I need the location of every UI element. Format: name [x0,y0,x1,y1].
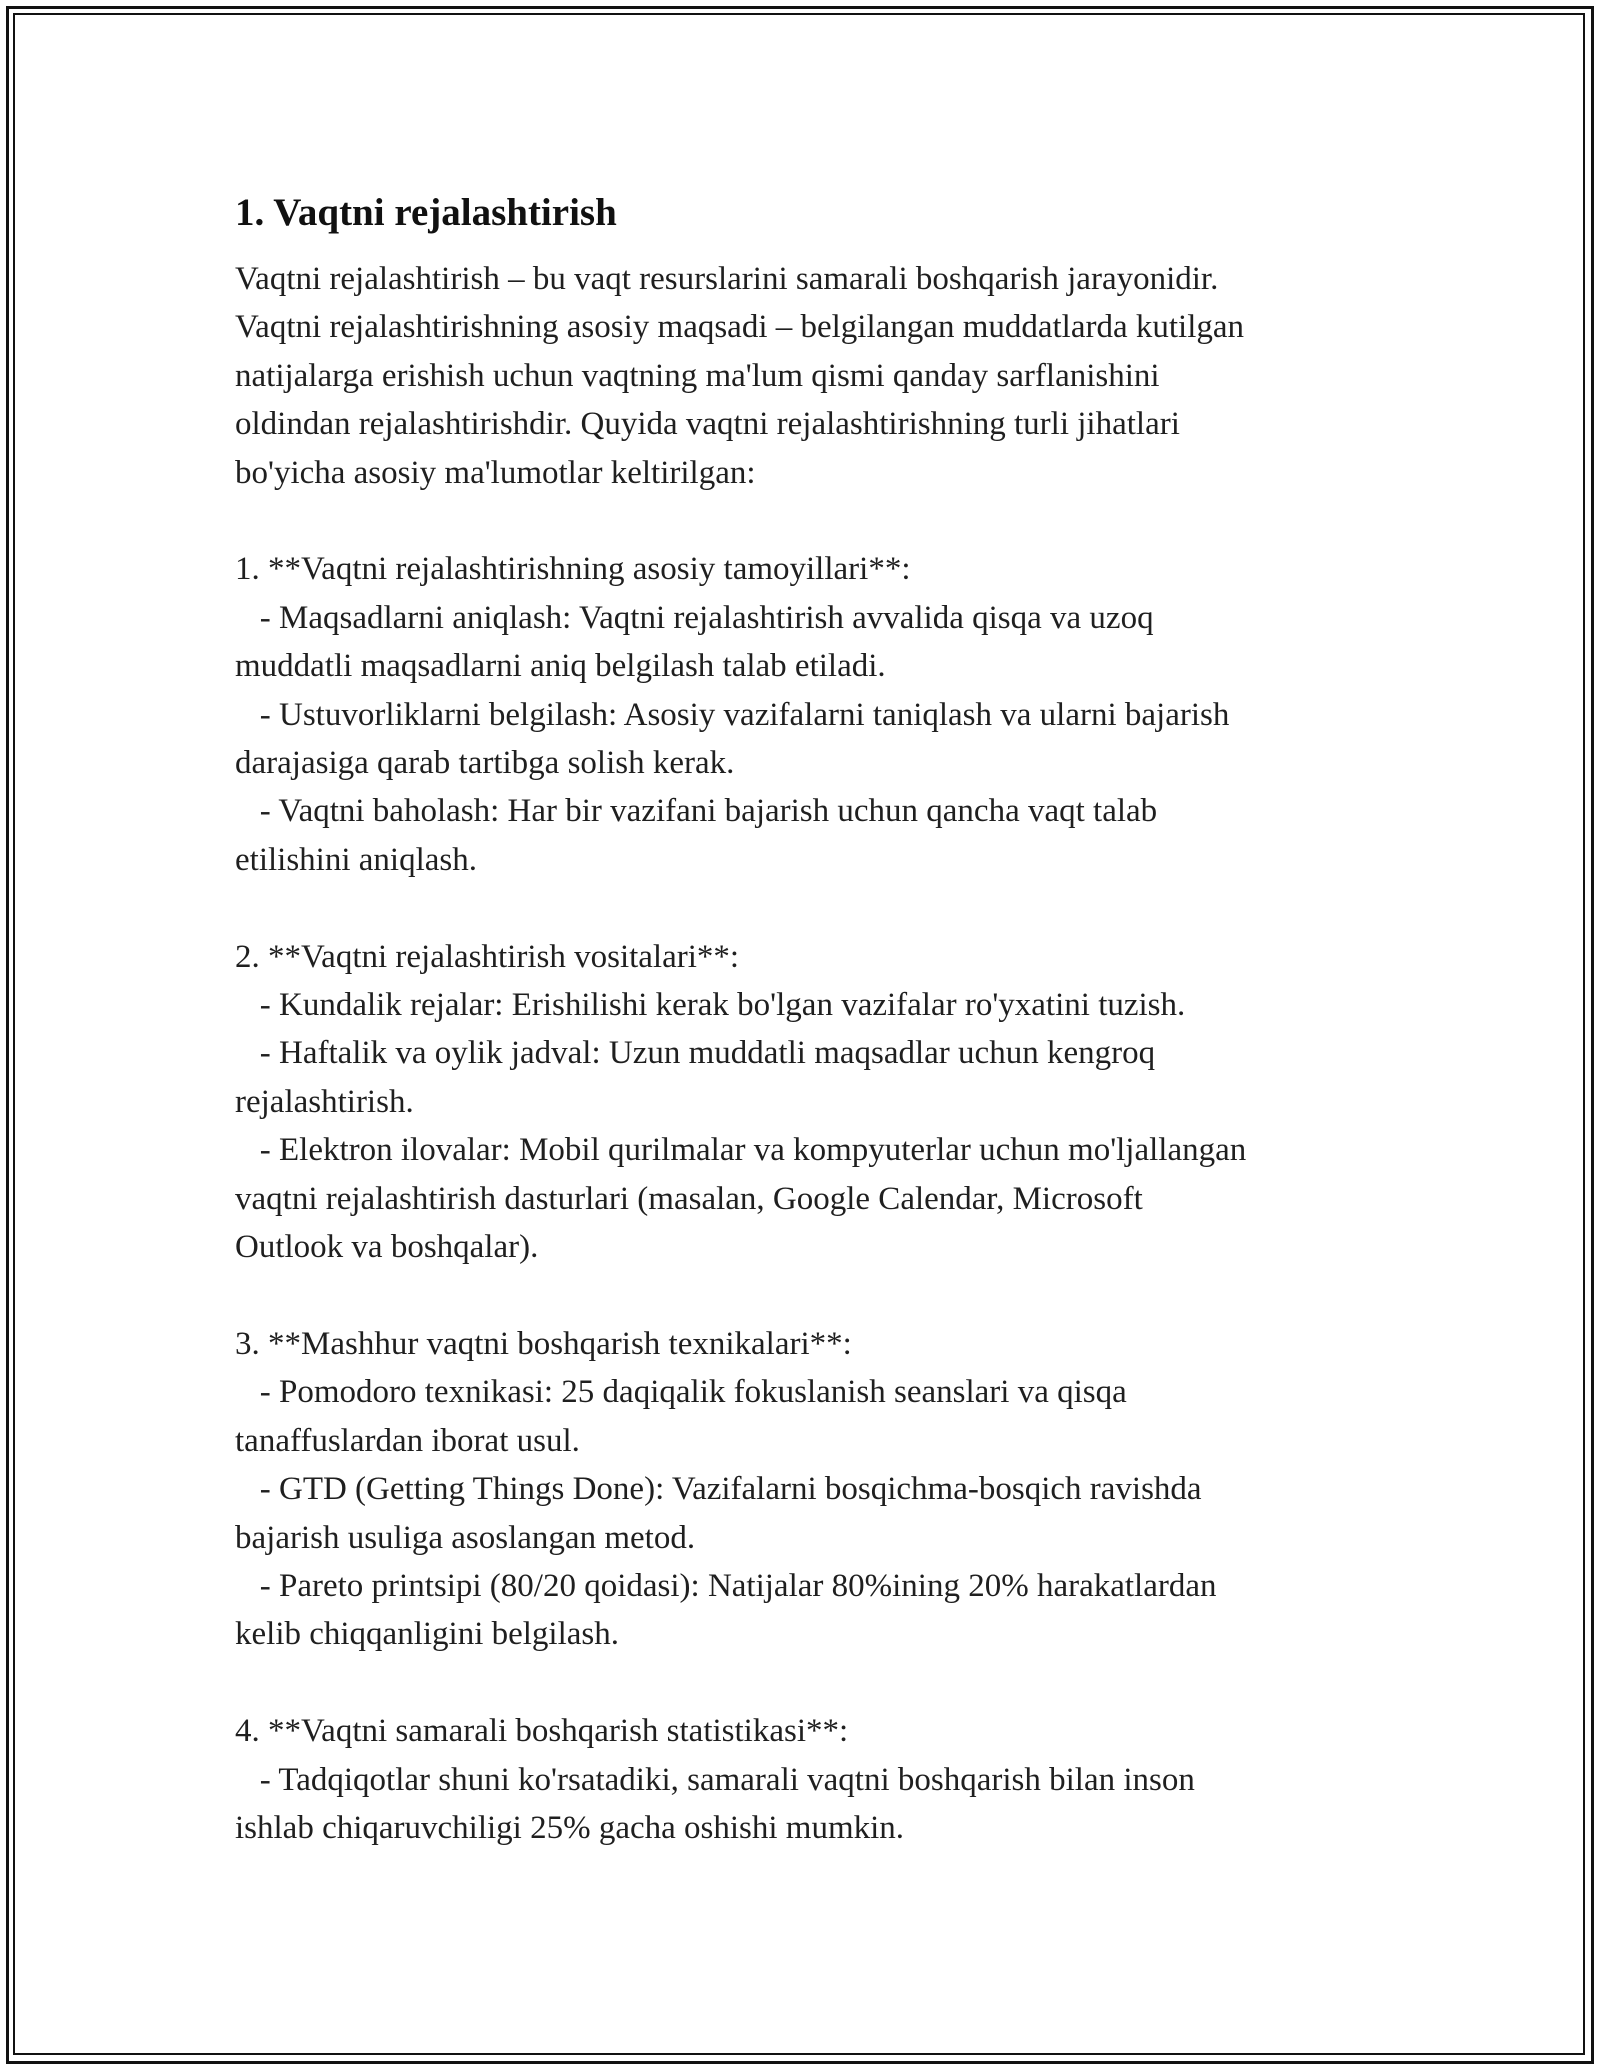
paragraph-gap [235,1272,1375,1320]
document-title: 1. Vaqtni rejalashtirish [235,191,617,234]
text-line: vaqtni rejalashtirish dasturlari (masalan, Google Calendar, Microsoft [235,1180,1143,1217]
paragraph-gap [235,884,1375,932]
text-line: Vaqtni rejalashtirishning asosiy maqsadi – belgilangan muddatlarda kutilgan [235,309,1245,346]
text-line: oldindan rejalashtirishdir. Quyida vaqtni rejalashtirishning turli jihatlari [235,406,1180,443]
section-techniques [235,1320,1375,1659]
text-line: - Maqsadlarni aniqlash: Vaqtni rejalashtirish avvalida qisqa va uzoq [235,599,1154,636]
text-line: darajasiga qarab tartibga solish kerak. [235,745,735,782]
text-line: Vaqtni rejalashtirish – bu vaqt resurslarini samarali boshqarish jarayonidir. [235,261,1219,297]
text-line: muddatli maqsadlarni aniq belgilash talab etiladi. [235,648,886,685]
text-line: natijalarga erishish uchun vaqtning ma'lum qismi qanday sarflanishini [235,357,1160,394]
paragraph-gap [235,1659,1375,1707]
text-line: - Tadqiqotlar shuni ko'rsatadiki, samarali vaqtni boshqarish bilan inson [235,1761,1195,1798]
text-line: - Pomodoro texnikasi: 25 daqiqalik fokuslanish seanslari va qisqa [235,1374,1127,1411]
section-heading: 1. **Vaqtni rejalashtirishning asosiy tamoyillari**: [235,551,911,588]
text-line: - Vaqtni baholash: Har bir vazifani bajarish uchun qancha vaqt talab [235,793,1158,830]
document-page [235,185,1375,1852]
text-line: - Kundalik rejalar: Erishilishi kerak bo'lgan vazifalar ro'yxatini tuzish. [235,987,1186,1024]
text-line: tanaffuslardan iborat usul. [235,1422,580,1459]
text-line: Outlook va boshqalar). [235,1229,539,1266]
text-line: - Pareto printsipi (80/20 qoidasi): Natijalar 80%ining 20% harakatlardan [235,1567,1217,1604]
section-heading: 2. **Vaqtni rejalashtirish vositalari**: [235,938,740,975]
text-line: - Haftalik va oylik jadval: Uzun muddatli maqsadlar uchun kengroq [235,1035,1156,1072]
document-body [235,255,1375,1852]
section-heading: 4. **Vaqtni samarali boshqarish statistikasi**: [235,1713,849,1750]
intro-paragraph [235,255,1375,497]
section-principles [235,545,1375,884]
text-line: ishlab chiqaruvchiligi 25% gacha oshishi mumkin. [235,1809,905,1846]
section-tools [235,933,1375,1272]
text-line: kelib chiqqanligini belgilash. [235,1616,620,1653]
text-line: bo'yicha asosiy ma'lumotlar keltirilgan: [235,454,756,491]
text-line: rejalashtirish. [235,1083,414,1120]
section-heading: 3. **Mashhur vaqtni boshqarish texnikalari**: [235,1325,852,1362]
section-statistics [235,1707,1375,1852]
paragraph-gap [235,497,1375,545]
text-line: - Elektron ilovalar: Mobil qurilmalar va kompyuterlar uchun mo'ljallangan [235,1132,1247,1169]
text-line: - Ustuvorliklarni belgilash: Asosiy vazifalarni taniqlash va ularni bajarish [235,696,1230,733]
text-line: bajarish usuliga asoslangan metod. [235,1519,696,1556]
text-line: - GTD (Getting Things Done): Vazifalarni bosqichma-bosqich ravishda [235,1471,1202,1508]
text-line: etilishini aniqlash. [235,841,477,878]
